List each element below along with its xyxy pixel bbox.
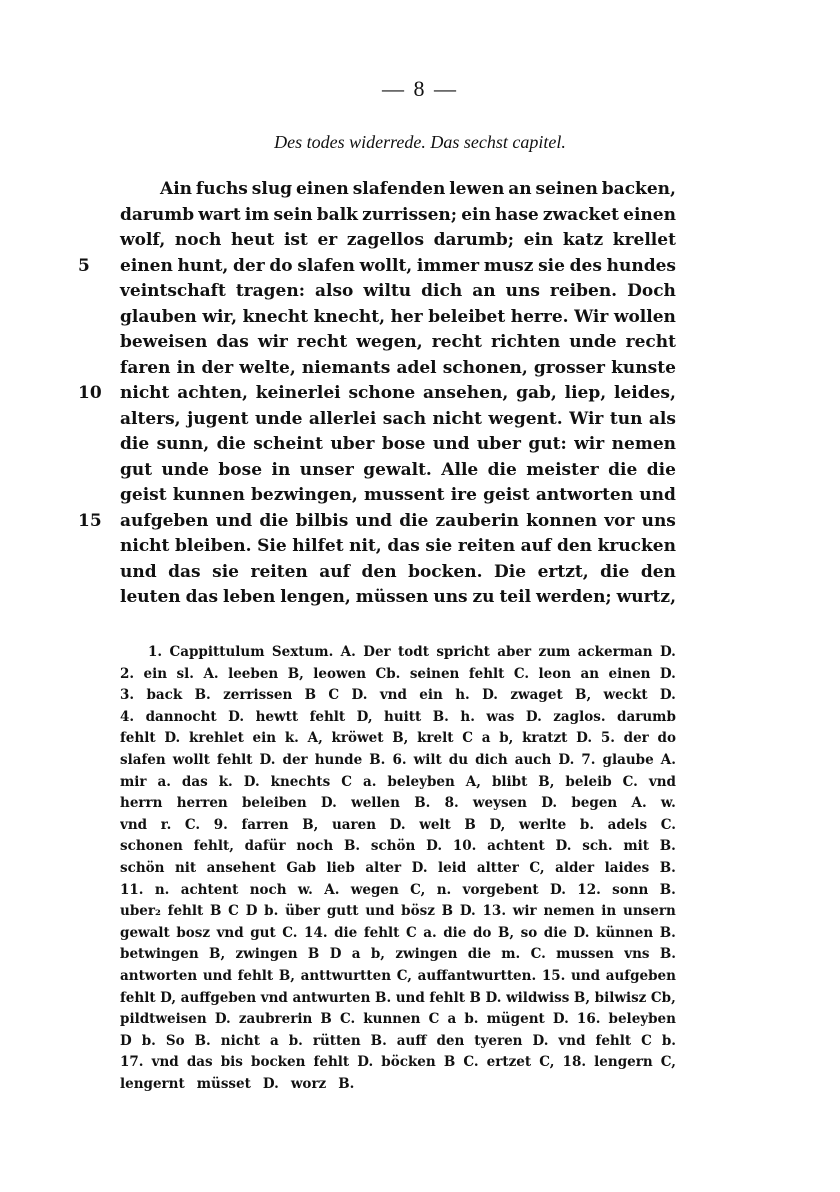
note-line [0,923,840,945]
line-text: nicht achten, keinerlei schone ansehen, gab, liep, leides, [120,383,676,403]
note-line [0,750,840,772]
line-text: gut unde bose in unser gewalt. Alle die meister die die [120,459,676,480]
note-text: betwingen B, zwingen B D a b, zwingen die m. C. mussen vns B. [120,946,676,963]
note-text: antworten und fehlt B, anttwurtten C, auffantwurtten. 15. und aufgeben [120,967,676,984]
note-line [0,1031,840,1053]
note-line [0,815,840,837]
line-text: wolf, noch heut ist er zagellos darumb; ein katz krellet [120,230,676,250]
text-line [0,228,840,254]
note-text: 11. n. achtent noch w. A. wegen C, n. vorgebent D. 12. sonn B. [120,881,676,898]
note-text: gewalt bosz vnd gut C. 14. die fehlt C a. die do B, so die D. künnen B. [120,924,676,941]
note-text: schonen fehlt, dafür noch B. schön D. 10. achtent D. sch. mit B. [120,838,676,855]
text-line [0,432,840,458]
text-line [0,585,840,611]
text-line [0,407,840,433]
note-line [0,728,840,750]
note-line [0,836,840,858]
note-line [0,772,840,794]
note-text: 3. back B. zerrissen B C D. vnd ein h. D. zwaget B, weckt D. [120,687,676,704]
note-text: herrn herren beleiben D. wellen B. 8. weysen D. begen A. w. [120,795,676,812]
line-text: Ain fuchs slug einen slafenden lewen an seinen backen, [160,179,676,199]
note-text: slafen wollt fehlt D. der hunde B. 6. wilt du dich auch D. 7. glaube A. [120,751,676,768]
text-line [0,330,840,356]
line-text: veintschaft tragen: also wiltu dich an uns reiben. Doch [120,281,676,301]
note-line [0,685,840,707]
note-line [0,901,840,923]
note-text: 17. vnd das bis bocken fehlt D. böcken B C. ertzet C, 18. lengern C, [120,1054,676,1071]
note-line [0,707,840,729]
note-text: 1. Cappittulum Sextum. A. Der todt spricht aber zum ackerman D. [148,644,676,660]
text-line [0,509,840,535]
line-text: beweisen das wir recht wegen, recht richten unde recht [120,332,676,352]
line-text: alters, jugent unde allerlei sach nicht wegent. Wir tun als [120,408,676,429]
note-text: fehlt D, auffgeben vnd antwurten B. und fehlt B D. wildwiss B, bilwisz Cb, [120,989,676,1006]
note-line [0,1052,840,1074]
line-number: 15 [78,510,102,531]
note-line [0,944,840,966]
line-text: einen hunt, der do slafen wollt, immer musz sie des hundes [120,255,676,276]
text-line [0,203,840,229]
chapter-heading: Des todes widerrede. Das sechst capitel. [274,132,566,152]
line-text: faren in der welte, niemants adel schonen, grosser kunste [120,357,676,378]
main-text [0,177,840,611]
line-text: nicht bleiben. Sie hilfet nit, das sie reiten auf den krucken [120,536,676,556]
note-text: pildtweisen D. zaubrerin B C. kunnen C a b. mügent D. 16. beleyben [120,1011,676,1028]
line-text: darumb wart im sein balk zurrissen; ein hase zwacket einen [120,204,676,225]
note-text: uber₂ fehlt B C D b. über gutt und bösz B D. 13. wir nemen in unsern [120,903,676,920]
note-text: 2. ein sl. A. leeben B, leowen Cb. seinen fehlt C. leon an einen D. [120,665,676,682]
note-line [0,880,840,902]
note-text: lengernt müsset D. worz B. [120,1075,355,1092]
note-line [0,1009,840,1031]
text-line [0,560,840,586]
line-text: leuten das leben lengen, müssen uns zu teil werden; wurtz, [120,587,676,607]
line-text: und das sie reiten auf den bocken. Die ertzt, die den [120,561,676,582]
note-line [0,664,840,686]
note-line [0,858,840,880]
note-text: mir a. das k. D. knechts C a. beleyben A, blibt B, beleib C. vnd [120,773,676,790]
text-line [0,534,840,560]
text-line [0,483,840,509]
line-number: 5 [78,255,90,276]
line-text: geist kunnen bezwingen, mussent ire geist antworten und [120,485,676,505]
note-line [0,988,840,1010]
note-line [0,793,840,815]
text-line [0,279,840,305]
note-text: vnd r. C. 9. farren B, uaren D. welt B D, werlte b. adels C. [120,816,676,833]
note-line [0,966,840,988]
line-text: aufgeben und die bilbis und die zauberin konnen vor uns [120,510,676,531]
text-line [0,305,840,331]
text-line [0,254,840,280]
note-line [0,642,840,664]
note-text: fehlt D. krehlet ein k. A, kröwet B, krelt C a b, kratzt D. 5. der do [120,730,676,747]
note-text: D b. So B. nicht a b. rütten B. auff den tyeren D. vnd fehlt C b. [120,1032,676,1049]
text-line [0,381,840,407]
line-number: 10 [78,383,102,403]
line-text: die sunn, die scheint uber bose und uber gut: wir nemen [120,434,676,454]
note-text: 4. dannocht D. hewtt fehlt D, huitt B. h. was D. zaglos. darumb [120,708,676,725]
text-line [0,177,840,203]
text-line [0,356,840,382]
text-line [0,458,840,484]
critical-apparatus [0,642,840,1095]
line-text: glauben wir, knecht knecht, her beleibet herre. Wir wollen [120,306,676,327]
note-line [0,1074,840,1096]
note-text: schön nit ansehent Gab lieb alter D. leid altter C, alder laides B. [120,859,676,876]
page-number: — 8 — [382,76,458,101]
